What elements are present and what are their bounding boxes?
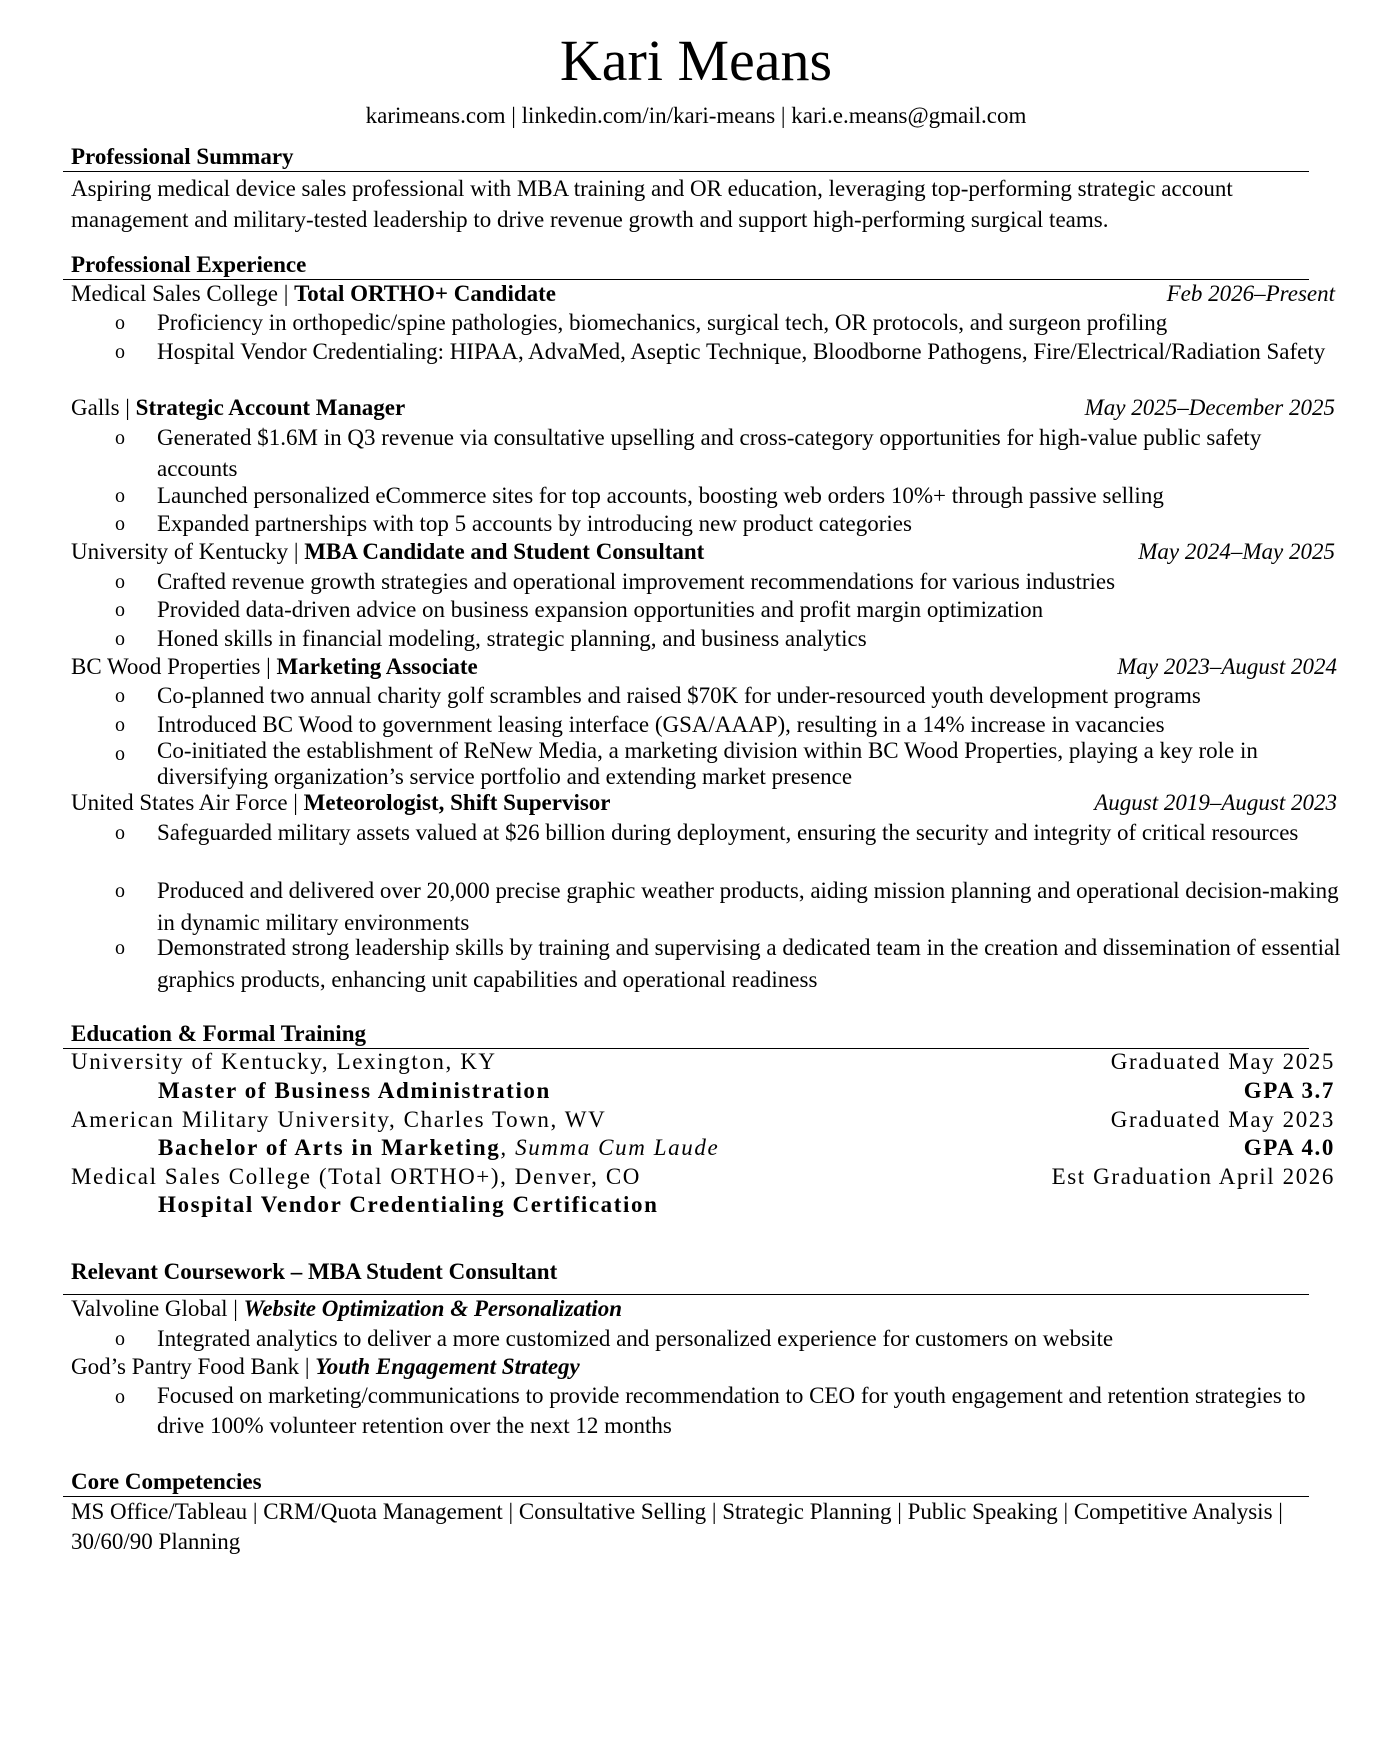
job-title: Strategic Account Manager: [135, 395, 406, 420]
job-dates: May 2025–December 2025: [1084, 395, 1335, 420]
edu-gpa: GPA 3.7: [1243, 1078, 1335, 1103]
job-org: Galls |: [71, 395, 136, 420]
job-header: [71, 393, 405, 423]
coursework-org: Valvoline Global |: [71, 1296, 244, 1321]
bullet-marker: o: [115, 880, 125, 902]
bullet-marker: o: [115, 513, 125, 535]
bullet-marker: o: [115, 822, 125, 844]
coursework-header: [71, 1352, 580, 1382]
job-bullet: Safeguarded military assets valued at $26 billion during deployment, ensuring the security and integrity of critical resources: [157, 820, 1299, 845]
job-bullet: Co-planned two annual charity golf scrambles and raised $70K for under-resourced youth development programs: [157, 683, 1201, 708]
section-heading-education: Education & Formal Training: [63, 1020, 1309, 1049]
contact-line: karimeans.com | linkedin.com/in/kari-means | kari.e.means@gmail.com: [365, 103, 1027, 128]
job-bullet: Demonstrated strong leadership skills by training and supervising a dedicated team in the creation and dissemination of essential graphics products, enhancing unit capabilities and operational readiness: [157, 935, 1341, 992]
job-title: Marketing Associate: [276, 654, 478, 679]
edu-degree-name: Master of Business Administration: [158, 1078, 551, 1103]
competencies-text: MS Office/Tableau | CRM/Quota Management | Consultative Selling | Strategic Planning | Public Speaking | Competitive Analysis | 30/60/90 Planning: [71, 1499, 1283, 1554]
job-header: [71, 652, 478, 682]
job-dates: August 2019–August 2023: [1094, 790, 1337, 815]
summary-text: Aspiring medical device sales professional with MBA training and OR education, leveraging top-performing strategic account management and military-tested leadership to drive revenue growth and support high-performing surgical teams.: [71, 176, 1233, 232]
coursework-org: God’s Pantry Food Bank |: [71, 1354, 316, 1379]
coursework-project: Website Optimization & Personalization: [243, 1296, 623, 1321]
job-bullet: Expanded partnerships with top 5 accounts by introducing new product categories: [157, 511, 912, 536]
section-heading-experience: Professional Experience: [63, 251, 1309, 280]
edu-school: Medical Sales College (Total ORTHO+), Denver, CO: [71, 1164, 642, 1189]
job-bullet: Proficiency in orthopedic/spine pathologies, biomechanics, surgical tech, OR protocols, and surgeon profiling: [157, 310, 1168, 335]
job-dates: Feb 2026–Present: [1166, 281, 1335, 306]
edu-date: Est Graduation April 2026: [1051, 1164, 1335, 1189]
edu-degree: [158, 1133, 719, 1163]
job-org: United States Air Force |: [71, 790, 304, 815]
bullet-marker: o: [115, 685, 125, 707]
edu-degree-name: Hospital Vendor Credentialing Certification: [158, 1192, 659, 1217]
section-heading-summary: Professional Summary: [63, 143, 1309, 172]
section-heading-competencies: Core Competencies: [63, 1468, 1309, 1497]
job-bullet: Co-initiated the establishment of ReNew Media, a marketing division within BC Wood Properties, playing a key role in diversifying organization’s service portfolio and extending market presence: [157, 738, 1258, 789]
edu-degree: [158, 1190, 659, 1220]
job-bullet: Generated $1.6M in Q3 revenue via consultative upselling and cross-category opportunities for high-value public safety accounts: [157, 425, 1262, 481]
job-bullet: Hospital Vendor Credentialing: HIPAA, AdvaMed, Aseptic Technique, Bloodborne Pathogens, Fire/Electrical/Radiation Safety: [157, 339, 1326, 364]
job-org: BC Wood Properties |: [71, 654, 277, 679]
bullet-marker: o: [115, 628, 125, 650]
edu-degree-name: Bachelor of Arts in Marketing: [158, 1135, 501, 1160]
bullet-marker: o: [115, 571, 125, 593]
bullet-marker: o: [115, 341, 125, 363]
coursework-project: Youth Engagement Strategy: [315, 1354, 580, 1379]
candidate-name: Kari Means: [559, 28, 833, 93]
edu-honor: , Summa Cum Laude: [500, 1135, 720, 1160]
bullet-marker: o: [115, 485, 125, 507]
job-bullet: Crafted revenue growth strategies and operational improvement recommendations for various industries: [157, 569, 1116, 594]
job-bullet: Introduced BC Wood to government leasing interface (GSA/AAAP), resulting in a 14% increase in vacancies: [157, 712, 1165, 737]
job-bullet: Honed skills in financial modeling, strategic planning, and business analytics: [157, 626, 867, 651]
job-org: University of Kentucky |: [71, 539, 305, 564]
job-bullet: Produced and delivered over 20,000 precise graphic weather products, aiding mission planning and operational decision-making in dynamic military environments: [157, 878, 1339, 935]
bullet-marker: o: [115, 937, 125, 959]
bullet-marker: o: [115, 743, 125, 765]
edu-gpa: GPA 4.0: [1243, 1135, 1335, 1160]
section-heading-coursework: Relevant Coursework – MBA Student Consultant: [63, 1258, 1309, 1295]
bullet-marker: o: [115, 1328, 125, 1350]
job-dates: May 2024–May 2025: [1138, 539, 1335, 564]
edu-degree: [158, 1076, 551, 1106]
job-org: Medical Sales College |: [71, 281, 295, 306]
job-header: [71, 788, 611, 818]
job-header: [71, 279, 556, 309]
bullet-marker: o: [115, 427, 125, 449]
bullet-marker: o: [115, 599, 125, 621]
job-title: Total ORTHO+ Candidate: [294, 281, 557, 306]
edu-date: Graduated May 2025: [1110, 1049, 1335, 1074]
edu-date: Graduated May 2023: [1110, 1107, 1335, 1132]
coursework-bullet: Integrated analytics to deliver a more customized and personalized experience for customers on website: [157, 1326, 1114, 1351]
job-bullet: Provided data-driven advice on business expansion opportunities and profit margin optimization: [157, 597, 1044, 622]
bullet-marker: o: [115, 312, 125, 334]
bullet-marker: o: [115, 714, 125, 736]
job-title: MBA Candidate and Student Consultant: [304, 539, 705, 564]
bullet-marker: o: [115, 1386, 125, 1408]
job-dates: May 2023–August 2024: [1117, 654, 1337, 679]
job-bullet: Launched personalized eCommerce sites for top accounts, boosting web orders 10%+ through passive selling: [157, 483, 1164, 508]
coursework-header: [71, 1294, 622, 1324]
edu-school: American Military University, Charles Town, WV: [71, 1107, 607, 1132]
job-title: Meteorologist, Shift Supervisor: [303, 790, 611, 815]
edu-school: University of Kentucky, Lexington, KY: [71, 1049, 497, 1074]
coursework-bullet: Focused on marketing/communications to provide recommendation to CEO for youth engagement and retention strategies to drive 100% volunteer retention over the next 12 months: [157, 1383, 1306, 1438]
job-header: [71, 537, 704, 567]
